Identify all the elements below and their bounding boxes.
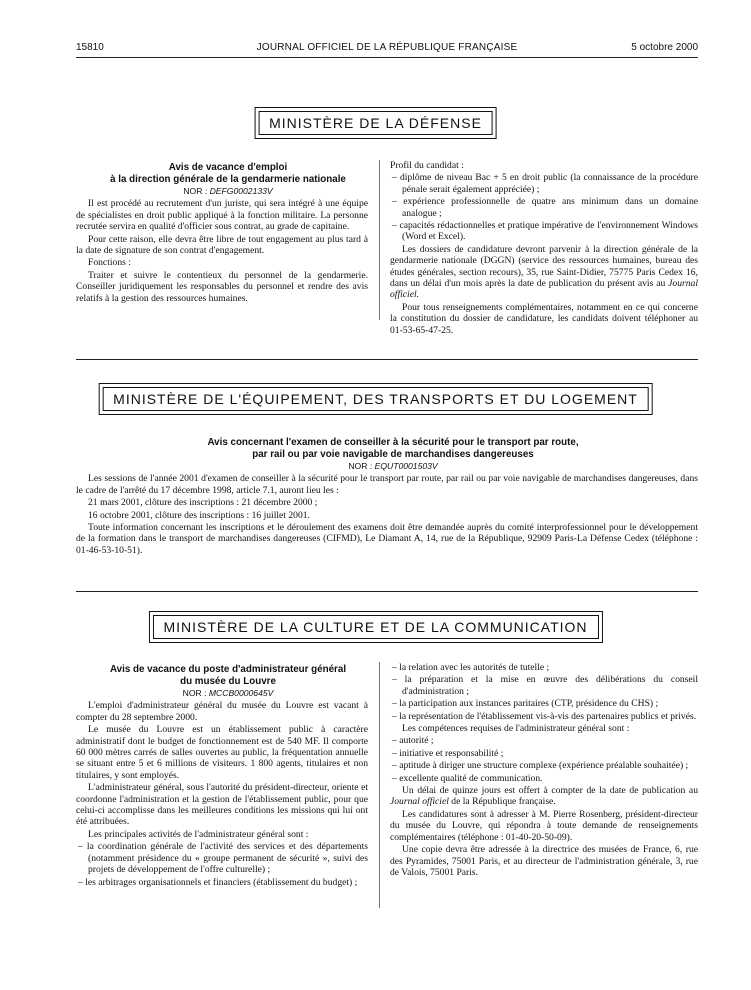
paragraph: Les compétences requises de l'administrateur général sont : bbox=[402, 723, 630, 735]
nor-code: DEFG0002133V bbox=[209, 186, 273, 196]
defense-nor bbox=[76, 186, 368, 197]
list-item: – expérience professionnelle de quatre ans minimum dans un domaine analogue ; bbox=[390, 196, 698, 219]
ministry-heading-culture: MINISTÈRE DE LA CULTURE ET DE LA COMMUNICATION bbox=[152, 615, 598, 639]
paragraph: Profil du candidat : bbox=[390, 160, 464, 171]
culture-left-column bbox=[76, 664, 368, 889]
nor-code: MCCB0000645V bbox=[208, 688, 274, 698]
defense-notice-title-2: à la direction générale de la gendarmerie nationale bbox=[110, 174, 346, 185]
defense-right-column bbox=[390, 160, 698, 337]
culture-right-column bbox=[390, 662, 698, 879]
paragraph: Une copie devra être adressée à la directrice des musées de France, 6, rue des Pyramides, 75001 Paris, et au directeur de l'administration générale, 3, rue de Valois, 75001 Paris. bbox=[390, 844, 698, 878]
paragraph bbox=[390, 244, 698, 301]
paragraph-text: Un délai de quinze jours est offert à compter de la date de publication au bbox=[402, 785, 698, 797]
paragraph-text: Les dossiers de candidature devront parvenir à la direction générale de la gendarmerie nationale (DGGN) (service des ressources humaines, bureau des études générales, section recours), 35, rue Saint-Didier, 75775 Paris Cedex 16, dans un délai d'un mois après la date de publication du présent avis au bbox=[390, 243, 698, 290]
equipement-nor bbox=[76, 461, 698, 472]
defense-notice-title-1: Avis de vacance d'emploi bbox=[168, 162, 288, 173]
list-item: – initiative et responsabilité ; bbox=[390, 748, 698, 759]
list-item: – aptitude à diriger une structure complexe (expérience préalable souhaitée) ; bbox=[390, 760, 698, 771]
list-item: – excellente qualité de communication. bbox=[390, 773, 698, 784]
paragraph: Les candidatures sont à adresser à M. Pierre Rosenberg, président-directeur du musée du Louvre, qui répondra à toute demande de renseignements complémentaires (téléphone : 01-40-20-50-09). bbox=[390, 808, 698, 843]
ministry-heading-equipement: MINISTÈRE DE L'ÉQUIPEMENT, DES TRANSPORTS ET DU LOGEMENT bbox=[102, 387, 649, 411]
paragraph: Fonctions : bbox=[88, 257, 131, 269]
column-divider bbox=[379, 160, 380, 320]
paragraph-text: de la République française. bbox=[451, 796, 556, 808]
equipement-notice-title-2: par rail ou par voie navigable de marchandises dangereuses bbox=[252, 449, 534, 460]
page-number: 15810 bbox=[76, 42, 104, 53]
culture-notice-title-2: du musée du Louvre bbox=[180, 676, 276, 687]
list-item: – la coordination générale de l'activité des services et des départements (notamment présidence du « groupe permanent de sécurité », suivi des projets de développement de l'offre culturelle) ; bbox=[76, 841, 368, 875]
journal-reference: Journal officiel bbox=[390, 796, 449, 808]
journal-title: JOURNAL OFFICIEL DE LA RÉPUBLIQUE FRANÇAISE bbox=[256, 42, 518, 53]
nor-code: EQUT0001503V bbox=[374, 461, 438, 471]
list-item: – diplôme de niveau Bac + 5 en droit public (la connaissance de la procédure pénale serait également appréciée) ; bbox=[390, 172, 698, 195]
paragraph bbox=[390, 785, 698, 808]
paragraph: L'emploi d'administrateur général du musée du Louvre est vacant à compter du 28 septembre 2000. bbox=[76, 700, 368, 723]
session-2: 16 octobre 2001, clôture des inscriptions : 16 juillet 2001. bbox=[88, 509, 310, 521]
list-item: – la participation aux instances paritaires (CTP, présidence du CHS) ; bbox=[390, 698, 698, 709]
paragraph: Les principales activités de l'administrateur général sont : bbox=[88, 828, 309, 840]
list-item: – les arbitrages organisationnels et financiers (établissement du budget) ; bbox=[76, 877, 368, 888]
issue-date: 5 octobre 2000 bbox=[631, 42, 698, 53]
journal-reference: Journal officiel. bbox=[390, 278, 698, 301]
culture-nor bbox=[76, 688, 368, 699]
paragraph: L'administrateur général, sous l'autorité du président-directeur, oriente et coordonne l'administration et la gestion de l'établissement public, pour que celui-ci accomplisse dans les meilleures conditions les missions qui lui ont été attribuées. bbox=[76, 782, 368, 828]
nor-label: NOR : bbox=[183, 186, 208, 196]
list-item: – la relation avec les autorités de tutelle ; bbox=[390, 662, 698, 673]
defense-left-column bbox=[76, 162, 368, 305]
culture-notice-title-1: Avis de vacance du poste d'administrateur général bbox=[109, 664, 347, 675]
ministry-heading-defense: MINISTÈRE DE LA DÉFENSE bbox=[258, 111, 493, 135]
list-item: – la représentation de l'établissement vis-à-vis des partenaires publics et privés. bbox=[390, 711, 698, 722]
paragraph: Traiter et suivre le contentieux du personnel de la gendarmerie. Conseiller juridiquement les responsables du personnel et rendre des avis relatifs à la gestion des ressources humaines. bbox=[76, 269, 368, 304]
column-divider bbox=[379, 662, 380, 908]
nor-label: NOR : bbox=[182, 688, 207, 698]
equipement-notice-title-1: Avis concernant l'examen de conseiller à la sécurité pour le transport par route, bbox=[207, 437, 579, 448]
nor-label: NOR : bbox=[348, 461, 373, 471]
session-1: 21 mars 2001, clôture des inscriptions : 21 décembre 2000 ; bbox=[88, 497, 318, 509]
section-rule bbox=[76, 591, 698, 592]
paragraph: Pour cette raison, elle devra être libre de tout engagement au plus tard à la date de signature de son contrat d'engagement. bbox=[76, 233, 368, 257]
paragraph: Les sessions de l'année 2001 d'examen de conseiller à la sécurité pour le transport par route, par rail ou par voie navigable de marchandises dangereuses, dans le cadre de l'arrêté du 17 décembre 1998, article 7.1, auront lieu les : bbox=[76, 473, 698, 496]
list-item: – capacités rédactionnelles et pratique impérative de l'environnement Windows (Word et Excel). bbox=[390, 220, 698, 243]
section-rule bbox=[76, 359, 698, 360]
list-item: – la préparation et la mise en œuvre des délibérations du conseil d'administration ; bbox=[390, 674, 698, 697]
header-rule bbox=[76, 57, 698, 58]
paragraph: Toute information concernant les inscriptions et le déroulement des examens doit être demandée auprès du comité interprofessionnel pour le développement de la formation dans le transport de marchandises dangereuses (CIFMD), Le Diamant A, 14, rue de la République, 92909 Paris-La Défense Cedex (téléphone : 01-46-53-10-51). bbox=[76, 522, 698, 556]
paragraph: Le musée du Louvre est un établissement public à caractère administratif dont le budget de fonctionnement est de 540 MF. Il comporte 60 000 mètres carrés de salles ouvertes au public, la fréquentation annuelle se situant entre 5 et 6 millions de visiteurs. 1 800 agents, titulaires et non titulaires, y sont employés. bbox=[76, 724, 368, 781]
equipement-body bbox=[76, 437, 698, 557]
paragraph: Il est procédé au recrutement d'un juriste, qui sera intégré à une équipe de spécialistes en droit public appliqué à la fonction militaire. La personne recrutée servira en qualité d'officier sous contrat, au grade de capitaine. bbox=[76, 198, 368, 233]
paragraph: Pour tous renseignements complémentaires, notamment en ce qui concerne la constitution du dossier de candidature, les candidats doivent téléphoner au 01-53-65-47-25. bbox=[390, 301, 698, 336]
list-item: – autorité ; bbox=[390, 735, 698, 746]
